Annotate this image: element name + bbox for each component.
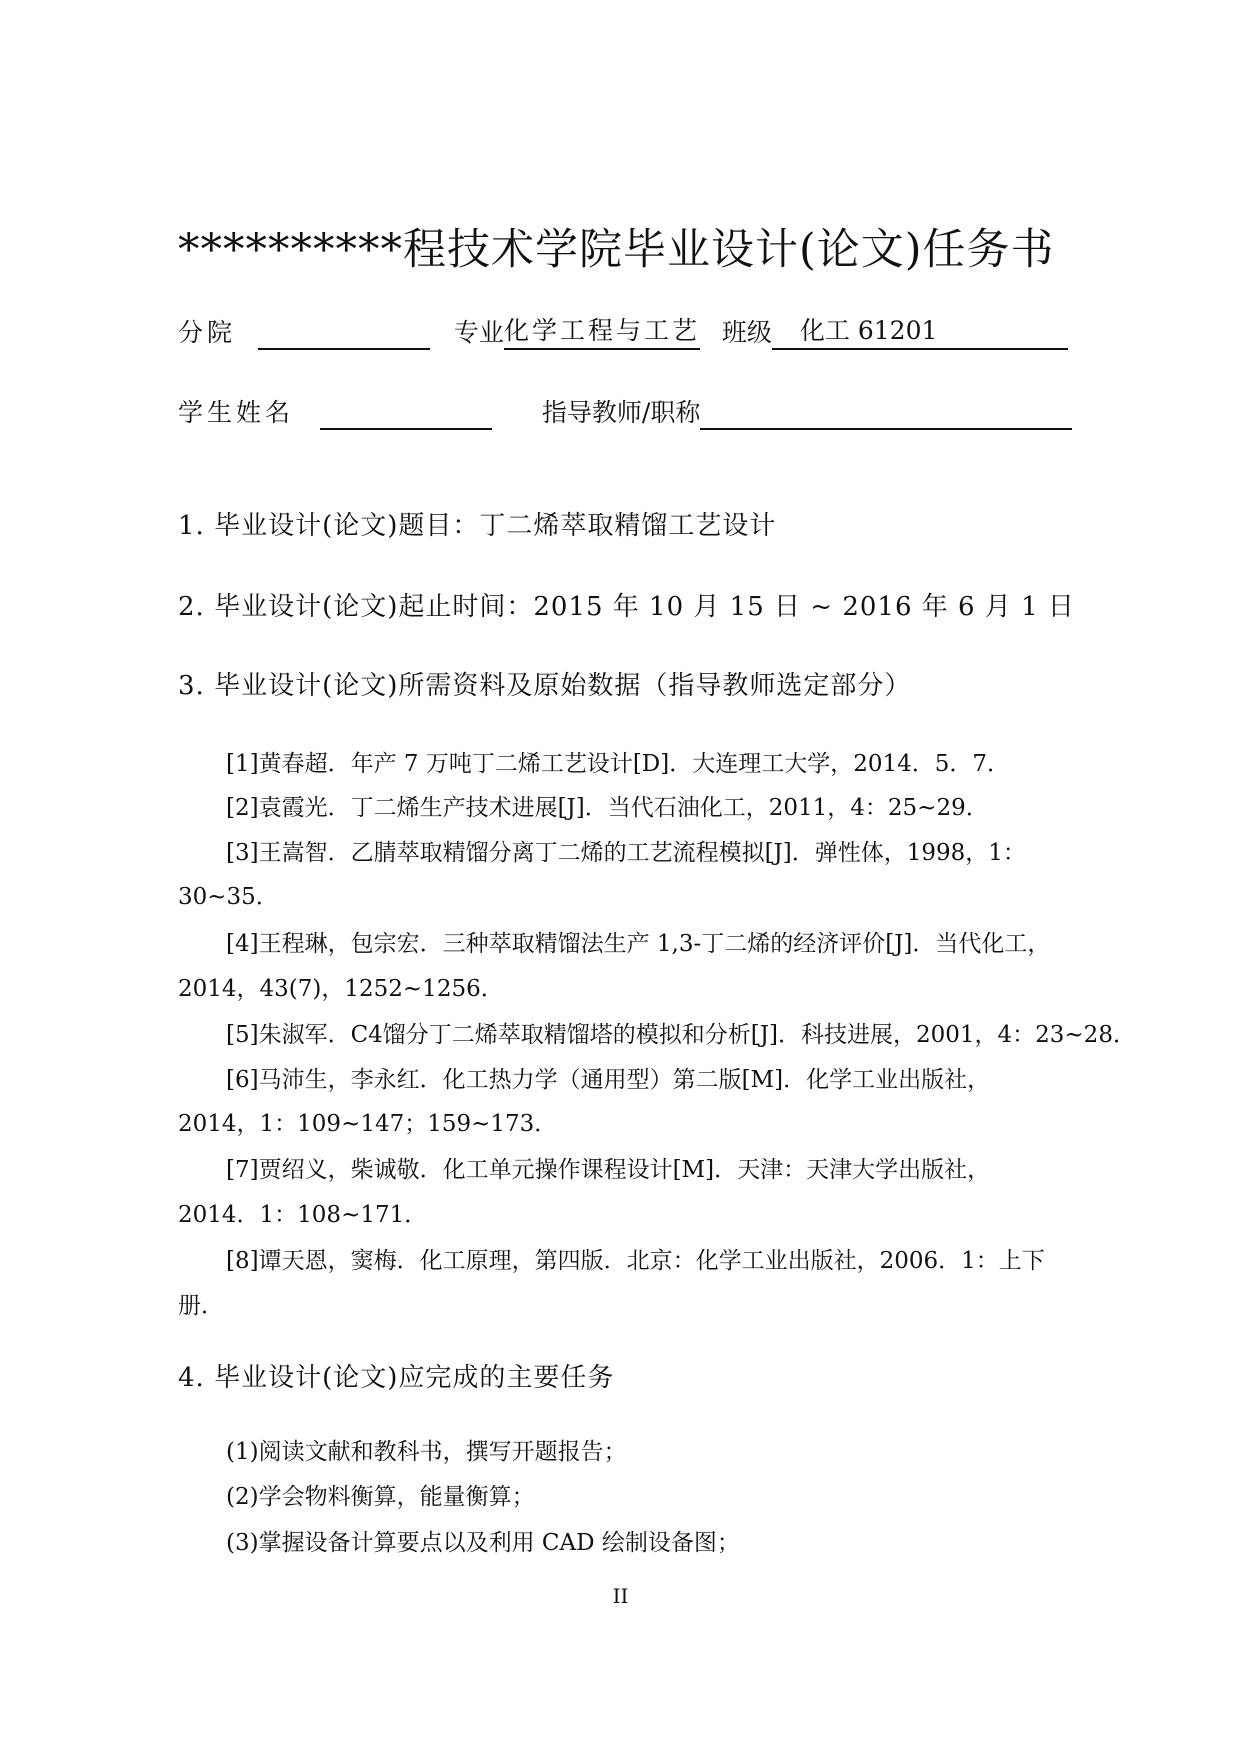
reference-6: [6]马沛生，李永红．化工热力学（通用型）第二版[M]．化学工业出版社， — [226, 1067, 991, 1093]
reference-6-cont: 2014，1：109~147；159~173． — [178, 1111, 558, 1137]
reference-2: [2]袁霞光．丁二烯生产技术进展[J]．当代石油化工，2011，4：25~29． — [226, 795, 989, 821]
department-label: 分院 — [178, 318, 237, 347]
task-item-1: (1)阅读文献和教科书，撰写开题报告； — [226, 1439, 627, 1465]
reference-7: [7]贾绍义，柴诚敬．化工单元操作课程设计[M]．天津：天津大学出版社， — [226, 1157, 991, 1183]
reference-4: [4]王程琳，包宗宏．三种萃取精馏法生产 1,3-丁二烯的经济评价[J]．当代化工， — [226, 931, 1051, 957]
reference-1: [1]黄春超．年产 7 万吨丁二烯工艺设计[D]．大连理工大学，2014．5．7． — [226, 751, 1011, 777]
major-value: 化学工程与工艺 — [504, 314, 700, 350]
class-label: 班级 — [721, 318, 772, 347]
student-name-label: 学生姓名 — [178, 398, 295, 427]
reference-8: [8]谭天恩，窦梅．化工原理，第四版．北京：化学工业出版社，2006．1：上下 — [226, 1248, 1045, 1274]
page-number: II — [612, 1584, 629, 1608]
class-value: 化工 61201 — [772, 314, 1068, 350]
advisor-label: 指导教师/职称 — [541, 398, 701, 427]
header-row-2 — [178, 396, 1072, 430]
reference-3: [3]王嵩智．乙腈萃取精馏分离丁二烯的工艺流程模拟[J]．弹性体，1998，1： — [226, 840, 1026, 866]
task-item-2: (2)学会物料衡算，能量衡算； — [226, 1484, 535, 1510]
advisor-field — [700, 398, 1072, 430]
reference-4-cont: 2014，43(7)，1252~1256． — [178, 976, 504, 1002]
reference-5: [5]朱淑军．C4馏分丁二烯萃取精馏塔的模拟和分析[J]．科技进展，2001，4：23~28． — [226, 1022, 1136, 1048]
reference-3-cont: 30~35． — [178, 884, 279, 910]
task-item-3: (3)掌握设备计算要点以及利用 CAD 绘制设备图； — [226, 1530, 740, 1556]
header-row-1 — [178, 314, 1068, 350]
reference-8-cont: 册． — [178, 1293, 224, 1319]
student-name-field — [320, 398, 492, 430]
section-4-tasks: 4. 毕业设计(论文)应完成的主要任务 — [178, 1363, 615, 1393]
major-label: 专业 — [453, 318, 504, 347]
department-field — [258, 318, 430, 350]
section-2-period: 2. 毕业设计(论文)起止时间：2015 年 10 月 15 日 ~ 2016 年 6 月 1 日 — [178, 592, 1075, 622]
document-title: **********程技术学院毕业设计(论文)任务书 — [178, 225, 1055, 275]
reference-7-cont: 2014．1：108~171． — [178, 1202, 428, 1228]
section-1-topic: 1. 毕业设计(论文)题目：丁二烯萃取精馏工艺设计 — [178, 511, 777, 541]
section-3-materials: 3. 毕业设计(论文)所需资料及原始数据（指导教师选定部分） — [178, 671, 912, 701]
